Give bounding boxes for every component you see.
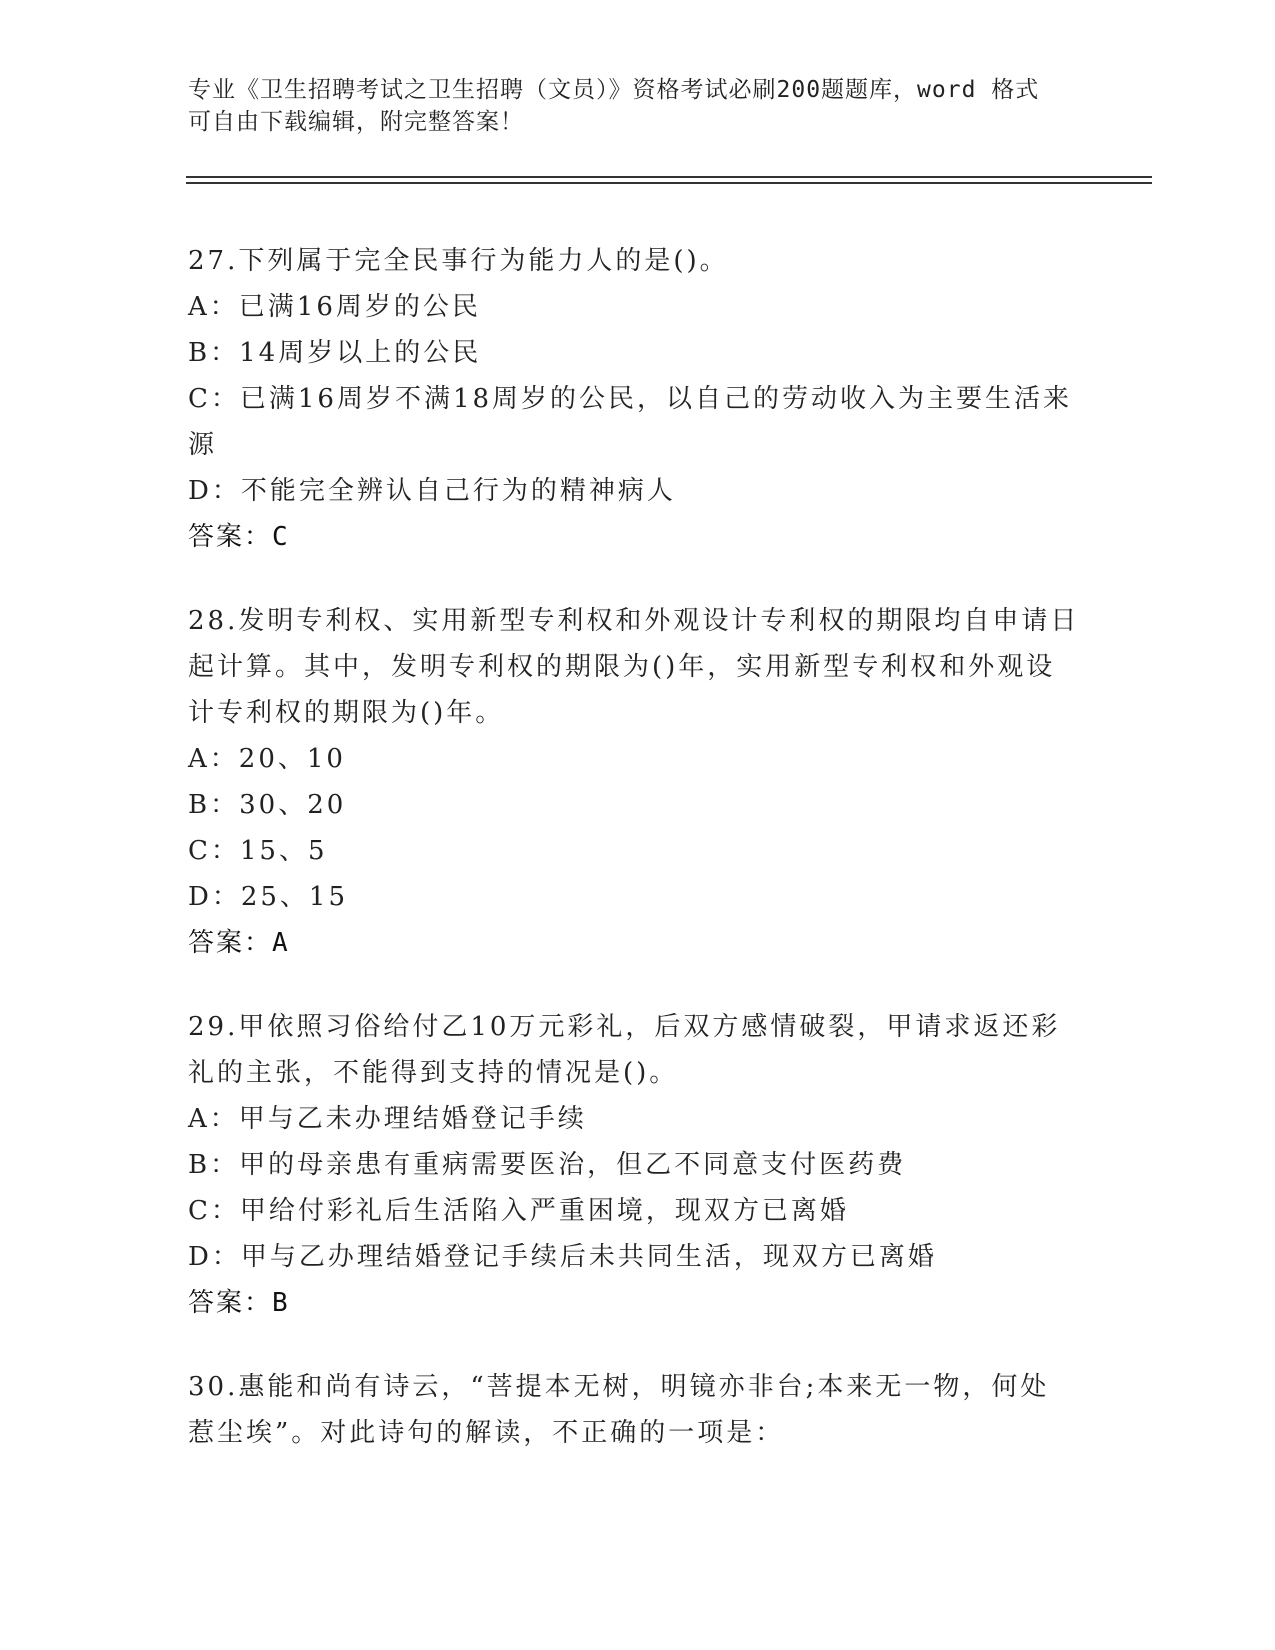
answer-key: 答案：A — [188, 928, 290, 958]
answer-option: D：不能完全辨认自己行为的精神病人 — [188, 476, 676, 506]
header-line-2: 可自由下载编辑，附完整答案！ — [188, 109, 524, 135]
answer-key: 答案：B — [188, 1288, 290, 1318]
question-stem-line: 计专利权的期限为()年。 — [188, 698, 505, 728]
question-block — [188, 1364, 1088, 1456]
document-header — [188, 74, 1068, 138]
question-stem-line: 起计算。其中，发明专利权的期限为()年，实用新型专利权和外观设 — [188, 652, 1056, 682]
answer-option: D：25、15 — [188, 882, 349, 912]
answer-option: A：甲与乙未办理结婚登记手续 — [188, 1104, 587, 1134]
question-stem-line: 29.甲依照习俗给付乙10万元彩礼，后双方感情破裂，甲请求返还彩 — [188, 1012, 1061, 1042]
question-stem-line: 惹尘埃”。对此诗句的解读，不正确的一项是： — [188, 1418, 785, 1448]
question-block — [188, 1004, 1088, 1326]
header-divider-bottom — [186, 182, 1152, 184]
question-stem-line: 30.惠能和尚有诗云，“菩提本无树，明镜亦非台;本来无一物，何处 — [188, 1372, 1050, 1402]
question-list — [188, 238, 1088, 1494]
question-stem-line: 27.下列属于完全民事行为能力人的是()。 — [188, 246, 729, 276]
answer-option: B：14周岁以上的公民 — [188, 338, 482, 368]
answer-option: C：甲给付彩礼后生活陷入严重困境，现双方已离婚 — [188, 1196, 849, 1226]
answer-option: B：30、20 — [188, 790, 347, 820]
answer-option: C：15、5 — [188, 836, 328, 866]
answer-option: B：甲的母亲患有重病需要医治，但乙不同意支付医药费 — [188, 1150, 907, 1180]
question-stem-line: 礼的主张，不能得到支持的情况是()。 — [188, 1058, 679, 1088]
answer-option: A：20、10 — [188, 744, 346, 774]
question-stem-line: 28.发明专利权、实用新型专利权和外观设计专利权的期限均自申请日 — [188, 606, 1080, 636]
question-block — [188, 238, 1088, 560]
answer-option: A：已满16周岁的公民 — [188, 292, 481, 322]
answer-key: 答案：C — [188, 522, 290, 552]
header-line-1: 专业《卫生招聘考试之卫生招聘（文员）》资格考试必刷200题题库，word 格式 — [188, 77, 1040, 103]
question-block — [188, 598, 1088, 966]
answer-option: 源 — [188, 430, 218, 460]
answer-option: C：已满16周岁不满18周岁的公民，以自己的劳动收入为主要生活来 — [188, 384, 1073, 414]
header-divider-top — [186, 176, 1152, 178]
answer-option: D：甲与乙办理结婚登记手续后未共同生活，现双方已离婚 — [188, 1242, 937, 1272]
